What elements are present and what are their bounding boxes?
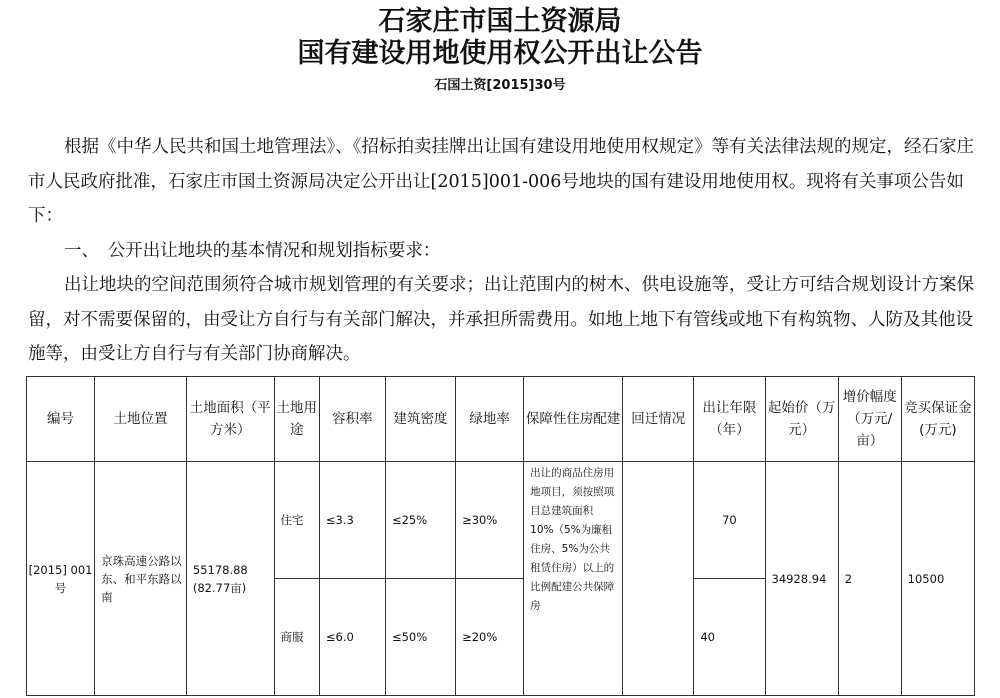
header-increment: 增价幅度（万元/亩） [838, 377, 901, 462]
header-green: 绿地率 [456, 377, 524, 462]
document-number: 石国土资[2015]30号 [434, 78, 566, 93]
page-title: 石家庄市国土资源局 [378, 6, 622, 37]
announcement-body [28, 130, 978, 372]
parcel-relocation [623, 462, 694, 696]
header-deposit: 竞买保证金(万元) [901, 377, 974, 462]
row-use: 住宅 [274, 462, 319, 579]
row-term: 70 [694, 462, 765, 579]
header-start-price: 起始价（万元） [765, 377, 838, 462]
section-heading: 一、 公开出让地块的基本情况和规划指标要求： [64, 240, 441, 261]
scope-paragraph: 出让地块的空间范围须符合城市规划管理的有关要求；出让范围内的树木、供电设施等，受让方可结合规划设计方案保留，对不需要保留的，由受让方自行与有关部门解决，并承担所需费用。如地上地下有管线或地下有构筑物、人防及其他设施等，由受让方自行与有关部门协商解决。 [28, 275, 974, 364]
land-parcel-table [26, 376, 975, 696]
page-subtitle: 国有建设用地使用权公开出让公告 [297, 38, 703, 69]
table-header-row [27, 377, 975, 462]
header-area: 土地面积（平方米） [186, 377, 274, 462]
header-density: 建筑密度 [385, 377, 455, 462]
header-relocation: 回迁情况 [623, 377, 694, 462]
header-id: 编号 [27, 377, 95, 462]
row-far: ≤3.3 [319, 462, 385, 579]
header-housing: 保障性住房配建 [524, 377, 623, 462]
row-green: ≥20% [456, 579, 524, 696]
row-use: 商服 [274, 579, 319, 696]
parcel-deposit: 10500 [901, 462, 974, 696]
header-location: 土地位置 [95, 377, 187, 462]
table-row [27, 462, 975, 579]
header-far: 容积率 [319, 377, 385, 462]
row-term: 40 [694, 579, 765, 696]
intro-paragraph: 根据《中华人民共和国土地管理法》、《招标拍卖挂牌出让国有建设用地使用权规定》等有关法律法规的规定，经石家庄市人民政府批准，石家庄市国土资源局决定公开出让[2015]001-006号地块的国有建设用地使用权。现将有关事项公告如下： [28, 137, 974, 226]
row-density: ≤25% [385, 462, 455, 579]
parcel-start-price: 34928.94 [765, 462, 838, 696]
parcel-id: [2015] 001号 [27, 462, 95, 696]
parcel-area-mu: (82.77亩) [192, 580, 247, 595]
parcel-area-sqm: 55178.88 [192, 562, 248, 577]
row-green: ≥30% [456, 462, 524, 579]
parcel-area [186, 462, 274, 696]
header-term: 出让年限（年） [694, 377, 765, 462]
parcel-housing: 出让的商品住房用地项目，须按照项目总建筑面积10%（5%为廉租住房、5%为公共租赁住房）以上的比例配建公共保障房 [524, 462, 623, 696]
row-far: ≤6.0 [319, 579, 385, 696]
parcel-location: 京珠高速公路以东、和平东路以南 [95, 462, 187, 696]
parcel-increment: 2 [838, 462, 901, 696]
header-use: 土地用途 [274, 377, 319, 462]
row-density: ≤50% [385, 579, 455, 696]
